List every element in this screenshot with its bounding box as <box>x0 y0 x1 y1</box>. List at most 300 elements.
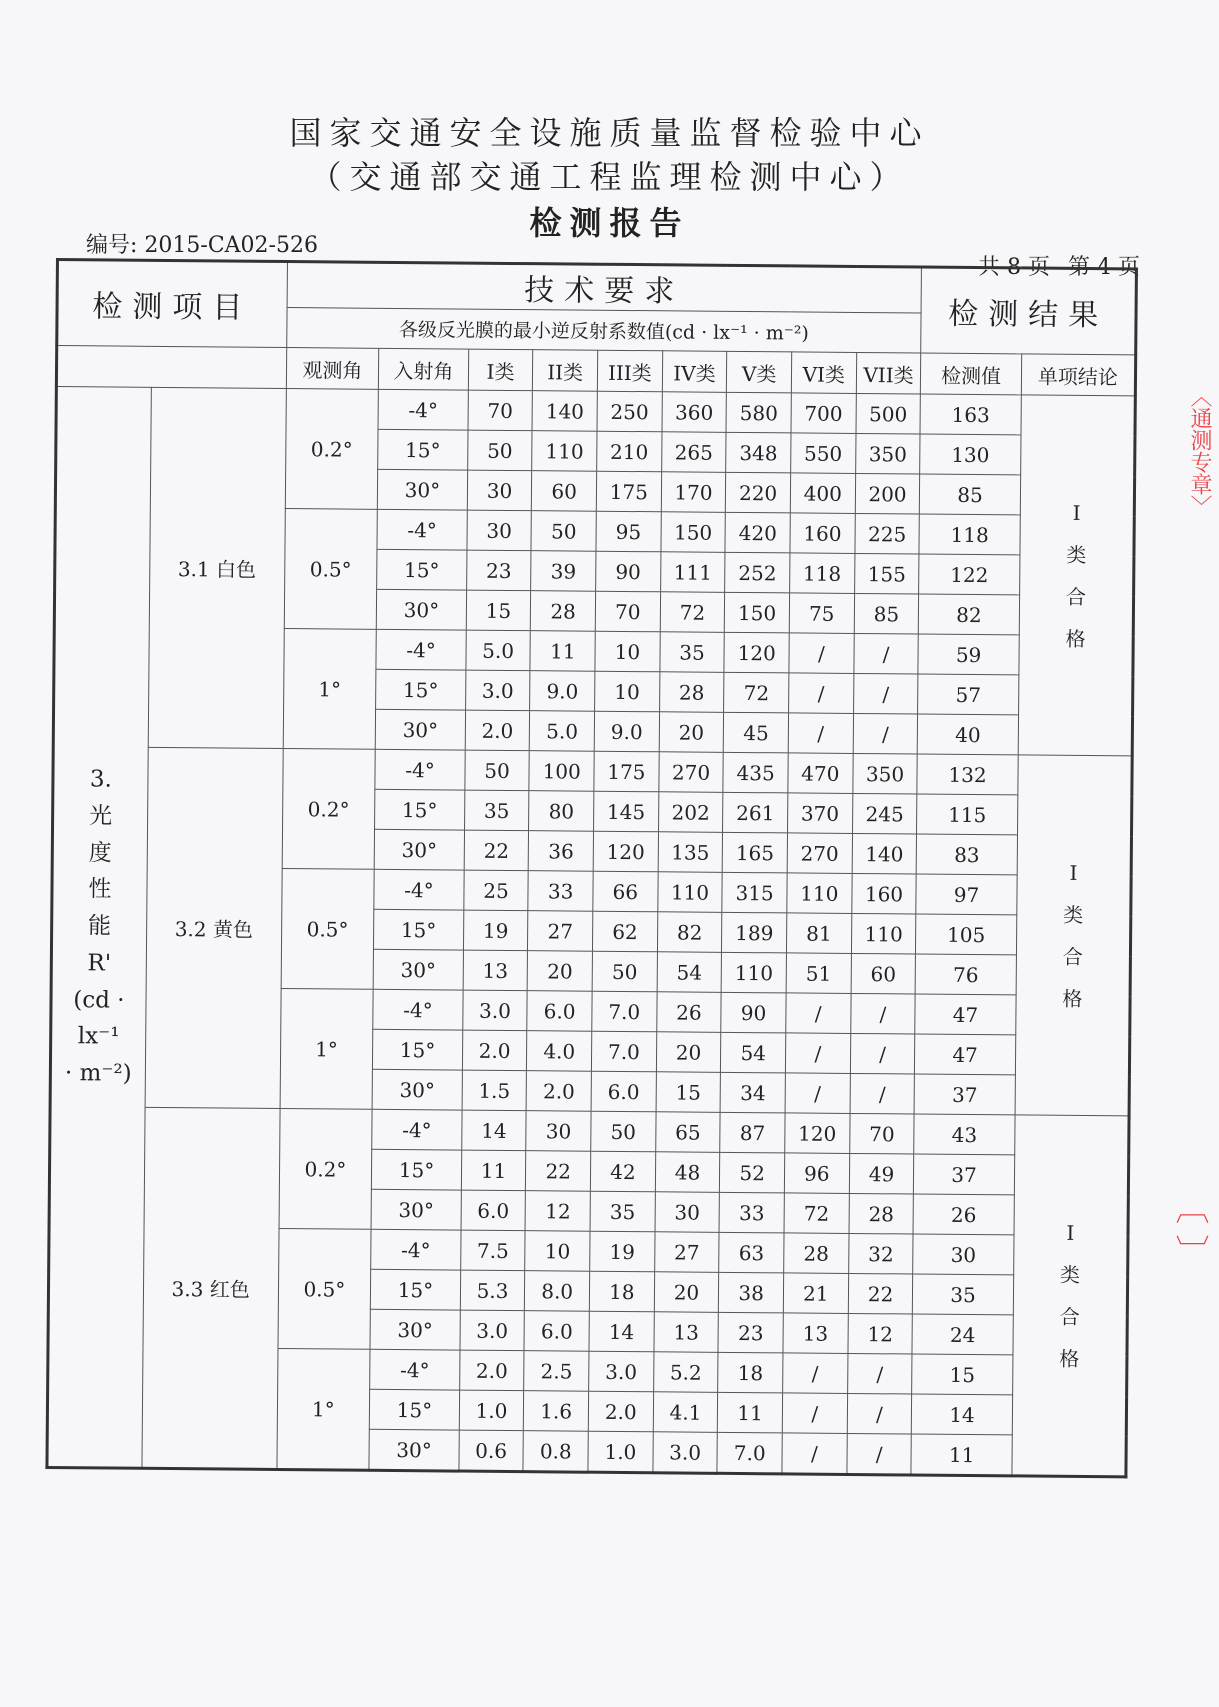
requirement-value-cell: 2.0 <box>588 1391 653 1432</box>
requirement-value-cell: 7.0 <box>592 991 657 1032</box>
requirement-value-cell: 110 <box>532 431 597 472</box>
incidence-angle-cell: 30° <box>369 1429 459 1471</box>
requirement-value-cell: 13 <box>654 1312 719 1353</box>
class-header: I类 <box>468 349 533 391</box>
test-results-table <box>45 258 1138 1478</box>
requirement-value-cell: 111 <box>660 552 725 593</box>
requirement-value-cell: 120 <box>593 831 658 872</box>
result-header: 检测结果 <box>921 267 1136 355</box>
requirement-value-cell: 1.0 <box>459 1390 524 1431</box>
category-label: (cd · <box>73 986 125 1014</box>
incidence-angle-cell: -4° <box>371 1229 461 1270</box>
requirement-value-cell: 350 <box>852 753 917 794</box>
observation-angle-header: 观测角 <box>286 348 379 390</box>
measured-value-cell: 163 <box>920 394 1021 435</box>
requirement-value-cell: 36 <box>529 831 594 872</box>
measured-value-cell: 40 <box>918 714 1019 755</box>
conclusion-cell <box>1012 1115 1129 1477</box>
requirement-value-cell: 348 <box>726 432 791 473</box>
measured-value-cell: 83 <box>917 834 1018 875</box>
requirement-value-cell: 11 <box>530 631 595 672</box>
requirement-value-cell: 5.0 <box>466 630 531 671</box>
requirement-value-cell: 72 <box>724 672 789 713</box>
incidence-angle-cell: -4° <box>378 389 468 430</box>
conclusion-char: 合 <box>1065 584 1087 609</box>
requirement-value-cell: 22 <box>464 830 529 871</box>
incidence-angle-cell: -4° <box>374 869 464 910</box>
measured-value-cell: 47 <box>915 994 1016 1035</box>
page-number: 第 4 页 <box>1067 255 1140 280</box>
requirement-value-cell: 270 <box>659 752 724 793</box>
requirement-value-cell: 30 <box>655 1192 720 1233</box>
requirement-value-cell: 27 <box>654 1232 719 1273</box>
seal-stamp-icon: 〈通测专章〉 <box>1187 385 1212 517</box>
requirement-value-cell: 28 <box>784 1233 849 1274</box>
incidence-angle-cell: 30° <box>370 1309 460 1350</box>
requirement-value-cell: 120 <box>785 1113 850 1154</box>
requirement-value-cell: 10 <box>595 671 660 712</box>
requirement-value-cell: 7.5 <box>460 1230 525 1271</box>
requirement-value-cell: 38 <box>719 1272 784 1313</box>
requirement-value-cell: 8.0 <box>525 1271 590 1312</box>
observation-angle-cell: 0.5° <box>281 868 375 989</box>
requirement-value-cell: / <box>853 673 918 714</box>
incidence-angle-cell: -4° <box>375 749 465 790</box>
requirement-value-cell: 12 <box>848 1313 913 1354</box>
observation-angle-cell: 0.2° <box>282 748 376 869</box>
requirement-value-cell: 54 <box>721 1032 786 1073</box>
measured-value-cell: 43 <box>914 1114 1015 1155</box>
requirement-value-cell: 96 <box>784 1153 849 1194</box>
requirement-value-cell: 70 <box>468 390 533 431</box>
requirement-value-cell: 50 <box>467 430 532 471</box>
incidence-angle-cell: 15° <box>372 1149 462 1190</box>
requirement-value-cell: 110 <box>657 872 722 913</box>
requirement-value-cell: 175 <box>594 751 659 792</box>
conclusion-cell <box>1015 755 1132 1116</box>
requirement-value-cell: 20 <box>527 951 592 992</box>
class-header: VII类 <box>856 352 921 394</box>
requirement-value-cell: 6.0 <box>591 1071 656 1112</box>
incidence-angle-header: 入射角 <box>379 348 469 390</box>
incidence-angle-cell: -4° <box>372 1109 462 1150</box>
requirement-value-cell: 420 <box>725 512 790 553</box>
requirement-value-cell: / <box>782 1433 847 1475</box>
measured-value-cell: 57 <box>918 674 1019 715</box>
measured-value-header: 检测值 <box>921 353 1022 395</box>
incidence-angle-cell: -4° <box>370 1349 460 1390</box>
requirement-value-cell: 550 <box>791 433 856 474</box>
conclusion-char: 合 <box>1062 944 1083 969</box>
category-label: 性 <box>88 876 112 903</box>
requirement-value-cell: 2.0 <box>462 1030 527 1071</box>
measured-value-cell: 82 <box>919 594 1020 635</box>
conclusion-char: 格 <box>1065 626 1086 651</box>
requirement-value-cell: / <box>850 1033 915 1074</box>
requirement-value-cell: 82 <box>657 912 722 953</box>
category-label: R' <box>87 950 112 977</box>
category-label: 能 <box>87 913 112 940</box>
requirement-value-cell: 18 <box>589 1271 654 1312</box>
requirement-value-cell: 39 <box>531 551 596 592</box>
observation-angle-cell: 0.5° <box>284 509 378 630</box>
incidence-angle-cell: 15° <box>375 789 465 830</box>
requirement-value-cell: 500 <box>856 393 921 434</box>
requirement-value-cell: 19 <box>590 1231 655 1272</box>
incidence-angle-cell: 15° <box>374 909 464 950</box>
requirement-value-cell: 95 <box>596 511 661 552</box>
conclusion-char: 类 <box>1063 902 1084 927</box>
incidence-angle-cell: 30° <box>372 1069 462 1110</box>
incidence-angle-cell: 15° <box>373 1029 463 1070</box>
measured-value-cell: 37 <box>915 1074 1016 1115</box>
report-number: 编号: 2015-CA02-526 <box>86 233 318 258</box>
measured-value-cell: 14 <box>912 1394 1013 1435</box>
requirement-value-cell: 145 <box>594 791 659 832</box>
requirement-value-cell: 370 <box>787 793 852 834</box>
requirement-value-cell: 220 <box>726 472 791 513</box>
measured-value-cell: 30 <box>913 1234 1014 1275</box>
requirement-value-cell: / <box>850 1073 915 1114</box>
incidence-angle-cell: 30° <box>375 709 465 750</box>
requirement-value-cell: 30 <box>467 470 532 511</box>
requirement-value-cell: / <box>850 993 915 1034</box>
color-name-cell: 3.3 红色 <box>142 1107 280 1469</box>
requirement-value-cell: 80 <box>529 791 594 832</box>
requirement-value-cell: 245 <box>852 793 917 834</box>
requirement-value-cell: 360 <box>662 392 727 433</box>
requirement-value-cell: 3.0 <box>653 1432 718 1474</box>
requirement-value-cell: 63 <box>719 1232 784 1273</box>
requirement-value-cell: 170 <box>661 472 726 513</box>
requirement-value-cell: 6.0 <box>524 1311 589 1352</box>
requirement-value-cell: 435 <box>723 752 788 793</box>
measured-value-cell: 115 <box>917 794 1018 835</box>
requirement-value-cell: 6.0 <box>461 1190 526 1231</box>
requirement-value-cell: 100 <box>529 751 594 792</box>
requirement-value-cell: 165 <box>722 832 787 873</box>
measured-value-cell: 130 <box>920 434 1021 475</box>
incidence-angle-cell: -4° <box>377 509 467 550</box>
requirement-value-cell: 15 <box>656 1072 721 1113</box>
conclusion-cell <box>1018 395 1135 756</box>
requirement-value-cell: 5.2 <box>653 1352 718 1393</box>
requirement-value-cell: / <box>785 1073 850 1114</box>
requirement-value-cell: 23 <box>718 1312 783 1353</box>
category-label: lx⁻¹ <box>77 1023 120 1051</box>
conclusion-char: I <box>1072 500 1081 525</box>
requirement-value-cell: 20 <box>654 1272 719 1313</box>
incidence-angle-cell: 30° <box>374 829 464 870</box>
conclusion-char: I <box>1069 860 1078 885</box>
requirement-value-cell: 252 <box>725 552 790 593</box>
measured-value-cell: 59 <box>918 634 1019 675</box>
blank-header-cell <box>56 346 286 389</box>
requirement-value-cell: 160 <box>851 873 916 914</box>
tech-header: 技术要求 <box>287 262 922 314</box>
observation-angle-cell: 1° <box>280 988 374 1109</box>
class-header: III类 <box>597 350 662 392</box>
incidence-angle-cell: 30° <box>377 589 467 630</box>
observation-angle-cell: 1° <box>276 1348 370 1470</box>
requirement-value-cell: 2.5 <box>524 1351 589 1392</box>
institute-subname: （交通部交通工程监理检测中心） <box>309 158 910 196</box>
requirement-value-cell: 30 <box>526 1111 591 1152</box>
requirement-value-cell: 90 <box>596 551 661 592</box>
requirement-value-cell: 13 <box>463 950 528 991</box>
requirement-value-cell: 28 <box>531 591 596 632</box>
requirement-value-cell: 65 <box>655 1112 720 1153</box>
requirement-value-cell: 4.1 <box>653 1392 718 1433</box>
requirement-value-cell: 0.6 <box>459 1430 524 1472</box>
color-name-cell: 3.2 黄色 <box>145 747 283 1108</box>
requirement-value-cell: 60 <box>851 953 916 994</box>
class-header: V类 <box>727 351 792 393</box>
requirement-value-cell: 3.0 <box>462 990 527 1031</box>
requirement-value-cell: 261 <box>723 792 788 833</box>
requirement-value-cell: 7.0 <box>717 1432 782 1474</box>
requirement-value-cell: 118 <box>790 553 855 594</box>
requirement-value-cell: / <box>783 1353 848 1394</box>
requirement-value-cell: 48 <box>655 1152 720 1193</box>
requirement-value-cell: 270 <box>787 833 852 874</box>
requirement-value-cell: 50 <box>591 1111 656 1152</box>
observation-angle-cell: 0.5° <box>278 1228 372 1349</box>
requirement-value-cell: 15 <box>466 590 531 631</box>
requirement-value-cell: 11 <box>718 1392 783 1433</box>
requirement-value-cell: 23 <box>466 550 531 591</box>
requirement-value-cell: 135 <box>658 832 723 873</box>
requirement-value-cell: / <box>847 1353 912 1394</box>
requirement-value-cell: 189 <box>722 912 787 953</box>
requirement-value-cell: 50 <box>531 511 596 552</box>
requirement-value-cell: 350 <box>855 433 920 474</box>
requirement-value-cell: 150 <box>725 592 790 633</box>
seal-stamp-icon: 〔 〕 <box>1169 1190 1209 1269</box>
requirement-value-cell: 3.0 <box>460 1310 525 1351</box>
requirement-value-cell: 25 <box>464 870 529 911</box>
requirement-value-cell: 13 <box>783 1313 848 1354</box>
requirement-value-cell: 470 <box>788 753 853 794</box>
requirement-value-cell: 250 <box>597 391 662 432</box>
requirement-value-cell: / <box>847 1393 912 1434</box>
measured-value-cell: 24 <box>912 1314 1013 1355</box>
requirement-value-cell: 110 <box>721 952 786 993</box>
requirement-value-cell: 21 <box>783 1273 848 1314</box>
requirement-value-cell: 265 <box>661 432 726 473</box>
requirement-value-cell: 5.3 <box>460 1270 525 1311</box>
requirement-value-cell: 120 <box>724 632 789 673</box>
item-header: 检测项目 <box>57 260 287 348</box>
requirement-value-cell: 87 <box>720 1112 785 1153</box>
observation-angle-cell: 0.2° <box>285 389 379 510</box>
requirement-value-cell: 52 <box>720 1152 785 1193</box>
requirement-value-cell: 5.0 <box>530 711 595 752</box>
measured-value-cell: 85 <box>920 474 1021 515</box>
measured-value-cell: 132 <box>917 754 1018 795</box>
requirement-value-cell: 35 <box>660 632 725 673</box>
requirement-value-cell: 50 <box>465 750 530 791</box>
incidence-angle-cell: -4° <box>373 989 463 1030</box>
requirement-value-cell: 175 <box>596 471 661 512</box>
requirement-value-cell: 11 <box>461 1150 526 1191</box>
requirement-value-cell: 22 <box>526 1151 591 1192</box>
conclusion-char: 类 <box>1066 542 1087 567</box>
observation-angle-cell: 1° <box>283 629 377 750</box>
requirement-value-cell: 62 <box>592 911 657 952</box>
requirement-value-cell: 315 <box>722 872 787 913</box>
incidence-angle-cell: 15° <box>370 1389 460 1430</box>
requirement-value-cell: 18 <box>718 1352 783 1393</box>
requirement-value-cell: 140 <box>852 833 917 874</box>
requirement-value-cell: 81 <box>786 913 851 954</box>
requirement-value-cell: 210 <box>597 431 662 472</box>
class-header: IV类 <box>662 351 727 393</box>
requirement-value-cell: 90 <box>721 992 786 1033</box>
category-cell <box>47 387 151 1469</box>
requirement-value-cell: 1.6 <box>524 1391 589 1432</box>
requirement-value-cell: 10 <box>595 631 660 672</box>
requirement-value-cell: / <box>853 713 918 754</box>
requirement-value-cell: / <box>854 633 919 674</box>
requirement-value-cell: 26 <box>656 992 721 1033</box>
requirement-value-cell: 12 <box>525 1191 590 1232</box>
requirement-value-cell: / <box>782 1393 847 1434</box>
requirement-value-cell: 6.0 <box>527 991 592 1032</box>
requirement-value-cell: 10 <box>525 1231 590 1272</box>
conclusion-header: 单项结论 <box>1021 354 1136 396</box>
category-label: 3. <box>89 766 112 793</box>
requirement-value-cell: 54 <box>657 952 722 993</box>
color-name-cell: 3.1 白色 <box>148 387 286 748</box>
measured-value-cell: 47 <box>915 1034 1016 1075</box>
requirement-value-cell: 140 <box>532 391 597 432</box>
measured-value-cell: 122 <box>919 554 1020 595</box>
requirement-value-cell: 0.8 <box>523 1431 588 1473</box>
table-row <box>50 1106 1129 1155</box>
requirement-value-cell: 14 <box>589 1311 654 1352</box>
incidence-angle-cell: 15° <box>377 549 467 590</box>
requirement-value-cell: 72 <box>660 592 725 633</box>
measured-value-cell: 15 <box>912 1354 1013 1395</box>
requirement-value-cell: 60 <box>532 471 597 512</box>
class-header: VI类 <box>791 352 856 394</box>
measured-value-cell: 97 <box>916 874 1017 915</box>
conclusion-char: 合 <box>1059 1304 1080 1329</box>
requirement-value-cell: 202 <box>658 792 723 833</box>
report-title: 检测报告 <box>529 204 690 242</box>
requirement-value-cell: 19 <box>463 910 528 951</box>
tech-subheader: 各级反光膜的最小逆反射系数值(cd · lx⁻¹ · m⁻²) <box>286 308 921 354</box>
requirement-value-cell: 28 <box>659 672 724 713</box>
requirement-value-cell: 2.0 <box>459 1350 524 1391</box>
measured-value-cell: 105 <box>916 914 1017 955</box>
conclusion-char: 格 <box>1062 986 1083 1011</box>
requirement-value-cell: 225 <box>855 513 920 554</box>
requirement-value-cell: 49 <box>849 1153 914 1194</box>
requirement-value-cell: / <box>788 713 853 754</box>
requirement-value-cell: 66 <box>593 871 658 912</box>
measured-value-cell: 76 <box>916 954 1017 995</box>
requirement-value-cell: 33 <box>719 1192 784 1233</box>
requirement-value-cell: 27 <box>528 911 593 952</box>
requirement-value-cell: 2.0 <box>526 1071 591 1112</box>
requirement-value-cell: 1.0 <box>588 1431 653 1473</box>
incidence-angle-cell: 15° <box>378 429 468 470</box>
requirement-value-cell: 400 <box>790 473 855 514</box>
requirement-value-cell: 22 <box>848 1273 913 1314</box>
requirement-value-cell: 50 <box>592 951 657 992</box>
requirement-value-cell: 580 <box>726 392 791 433</box>
requirement-value-cell: 35 <box>464 790 529 831</box>
measured-value-cell: 37 <box>914 1154 1015 1195</box>
requirement-value-cell: 30 <box>467 510 532 551</box>
requirement-value-cell: / <box>786 993 851 1034</box>
requirement-value-cell: 3.0 <box>465 670 530 711</box>
incidence-angle-cell: 30° <box>373 949 463 990</box>
table-body <box>47 387 1135 1477</box>
requirement-value-cell: 150 <box>661 512 726 553</box>
requirement-value-cell: 160 <box>790 513 855 554</box>
requirement-value-cell: 9.0 <box>530 671 595 712</box>
requirement-value-cell: / <box>785 1033 850 1074</box>
requirement-value-cell: 28 <box>849 1193 914 1234</box>
requirement-value-cell: 70 <box>595 591 660 632</box>
observation-angle-cell: 0.2° <box>279 1108 373 1229</box>
requirement-value-cell: / <box>847 1433 912 1475</box>
incidence-angle-cell: -4° <box>376 629 466 670</box>
requirement-value-cell: 700 <box>791 393 856 434</box>
measured-value-cell: 11 <box>911 1434 1012 1476</box>
requirement-value-cell: 7.0 <box>591 1031 656 1072</box>
requirement-value-cell: 3.0 <box>589 1351 654 1392</box>
class-header: II类 <box>533 350 598 392</box>
requirement-value-cell: 34 <box>720 1072 785 1113</box>
conclusion-char: 类 <box>1059 1262 1081 1287</box>
incidence-angle-cell: 30° <box>378 469 468 510</box>
requirement-value-cell: 42 <box>590 1151 655 1192</box>
requirement-value-cell: 200 <box>855 473 920 514</box>
requirement-value-cell: 33 <box>528 871 593 912</box>
requirement-value-cell: 110 <box>851 913 916 954</box>
requirement-value-cell: 32 <box>848 1233 913 1274</box>
requirement-value-cell: / <box>789 673 854 714</box>
measured-value-cell: 35 <box>913 1274 1014 1315</box>
requirement-value-cell: 35 <box>590 1191 655 1232</box>
category-label: 光 <box>88 803 113 830</box>
category-label: · m⁻²) <box>64 1060 132 1087</box>
requirement-value-cell: 20 <box>659 712 724 753</box>
requirement-value-cell: 70 <box>849 1113 914 1154</box>
table-row <box>56 387 1135 436</box>
incidence-angle-cell: 30° <box>371 1189 461 1230</box>
requirement-value-cell: 9.0 <box>594 711 659 752</box>
requirement-value-cell: 4.0 <box>527 1031 592 1072</box>
requirement-value-cell: / <box>789 633 854 674</box>
requirement-value-cell: 51 <box>786 953 851 994</box>
conclusion-char: I <box>1066 1220 1075 1245</box>
table-row <box>53 746 1132 795</box>
total-pages: 共 8 页 <box>978 255 1050 280</box>
requirement-value-cell: 20 <box>656 1032 721 1073</box>
requirement-value-cell: 75 <box>789 593 854 634</box>
requirement-value-cell: 2.0 <box>465 710 530 751</box>
measured-value-cell: 26 <box>913 1194 1014 1235</box>
requirement-value-cell: 85 <box>854 593 919 634</box>
requirement-value-cell: 155 <box>854 553 919 594</box>
requirement-value-cell: 110 <box>787 873 852 914</box>
measured-value-cell: 118 <box>919 514 1020 555</box>
